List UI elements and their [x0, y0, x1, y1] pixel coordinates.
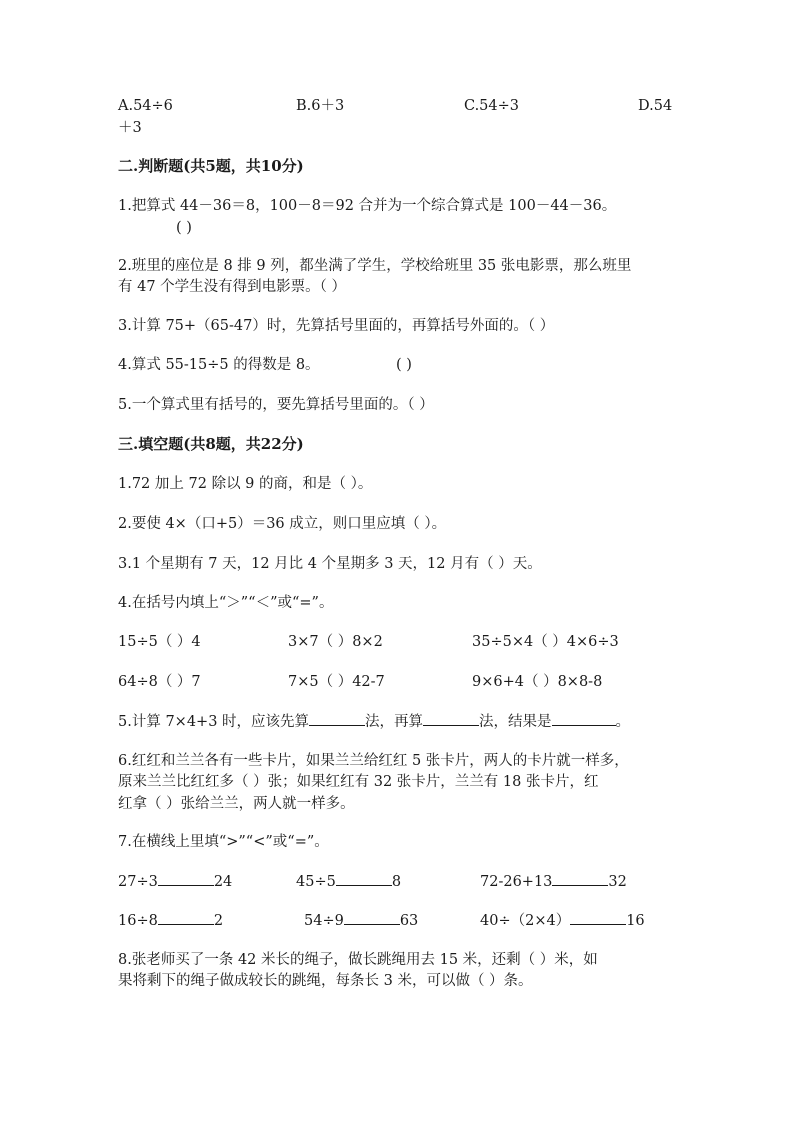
section3-heading: 三.填空题(共8题，共22分): [118, 435, 304, 453]
choice-c: C.54÷3: [464, 98, 520, 114]
answer-blank: [158, 910, 214, 925]
answer-blank: [344, 910, 400, 925]
s3-q7-item: 16÷8 2: [118, 910, 223, 931]
s3-q4-item: 35÷5×4（ ）4×6÷3: [472, 634, 619, 650]
s3-q6-line3: 红拿（ ）张给兰兰，两人就一样多。: [118, 796, 355, 812]
s3-q7-item: 45÷5 8: [296, 871, 401, 892]
s2-q2-line1: 2.班里的座位是 8 排 9 列，都坐满了学生，学校给班里 35 张电影票，那么班里: [118, 258, 632, 274]
section2-heading: 二.判断题(共5题，共10分): [118, 157, 304, 175]
answer-blank: [309, 711, 365, 726]
s2-q4-answer-paren: ( ): [396, 357, 412, 373]
choice-d: D.54: [638, 98, 673, 114]
s3-q7-item: 72-26+13 32: [480, 871, 627, 892]
answer-blank: [570, 910, 626, 925]
s2-q2-line2: 有 47 个学生没有得到电影票。（ ）: [118, 279, 347, 295]
s2-q1-answer-paren: ( ): [176, 220, 192, 236]
s3-q4-item: 7×5（ ）42-7: [288, 674, 385, 690]
s3-q7-item: 40÷（2×4） 16: [480, 910, 645, 931]
s3-q7-item: 54÷9 63: [304, 910, 418, 931]
choice-a: A.54÷6: [118, 98, 173, 114]
s3-q5: 5.计算 7×4+3 时，应该先算 法，再算 法，结果是 。: [118, 711, 630, 732]
answer-blank: [158, 871, 214, 886]
answer-blank: [423, 711, 479, 726]
s3-q1: 1.72 加上 72 除以 9 的商，和是（ ）。: [118, 476, 373, 492]
s3-q6-line2: 原来兰兰比红红多（ ）张；如果红红有 32 张卡片，兰兰有 18 张卡片，红: [118, 774, 599, 790]
s3-q8-line2: 果将剩下的绳子做成较长的跳绳，每条长 3 米，可以做（ ）条。: [118, 973, 533, 989]
answer-blank: [552, 711, 616, 726]
s2-q4: 4.算式 55-15÷5 的得数是 8。: [118, 357, 320, 373]
s3-q4-item: 64÷8（ ）7: [118, 674, 201, 690]
s3-q3: 3.1 个星期有 7 天，12 月比 4 个星期多 3 天，12 月有（ ）天。: [118, 556, 542, 572]
s2-q3: 3.计算 75+（65-47）时，先算括号里面的，再算括号外面的。（ ）: [118, 318, 555, 334]
s3-q4-item: 15÷5（ ）4: [118, 634, 201, 650]
s3-q4-item: 3×7（ ）8×2: [288, 634, 383, 650]
s2-q1-line1: 1.把算式 44－36＝8，100－8＝92 合并为一个综合算式是 100－44－36。: [118, 198, 617, 214]
s3-q4-line1: 4.在括号内填上“＞”“＜”或“=”。: [118, 595, 334, 611]
s3-q7-line1: 7.在横线上里填“>”“<”或“=”。: [118, 834, 329, 850]
s3-q6-line1: 6.红红和兰兰各有一些卡片，如果兰兰给红红 5 张卡片，两人的卡片就一样多，: [118, 753, 629, 769]
s3-q7-item: 27÷3 24: [118, 871, 232, 892]
choice-d-continued: ＋3: [118, 120, 142, 136]
answer-blank: [552, 871, 608, 886]
s3-q4-item: 9×6+4（ ）8×8-8: [472, 674, 603, 690]
s2-q5: 5.一个算式里有括号的，要先算括号里面的。（ ）: [118, 397, 434, 413]
s3-q8-line1: 8.张老师买了一条 42 米长的绳子，做长跳绳用去 15 米，还剩（ ）米，如: [118, 952, 598, 968]
s3-q2: 2.要使 4×（口+5）＝36 成立，则口里应填（ ）。: [118, 516, 447, 532]
choice-b: B.6＋3: [296, 98, 345, 114]
answer-blank: [336, 871, 392, 886]
